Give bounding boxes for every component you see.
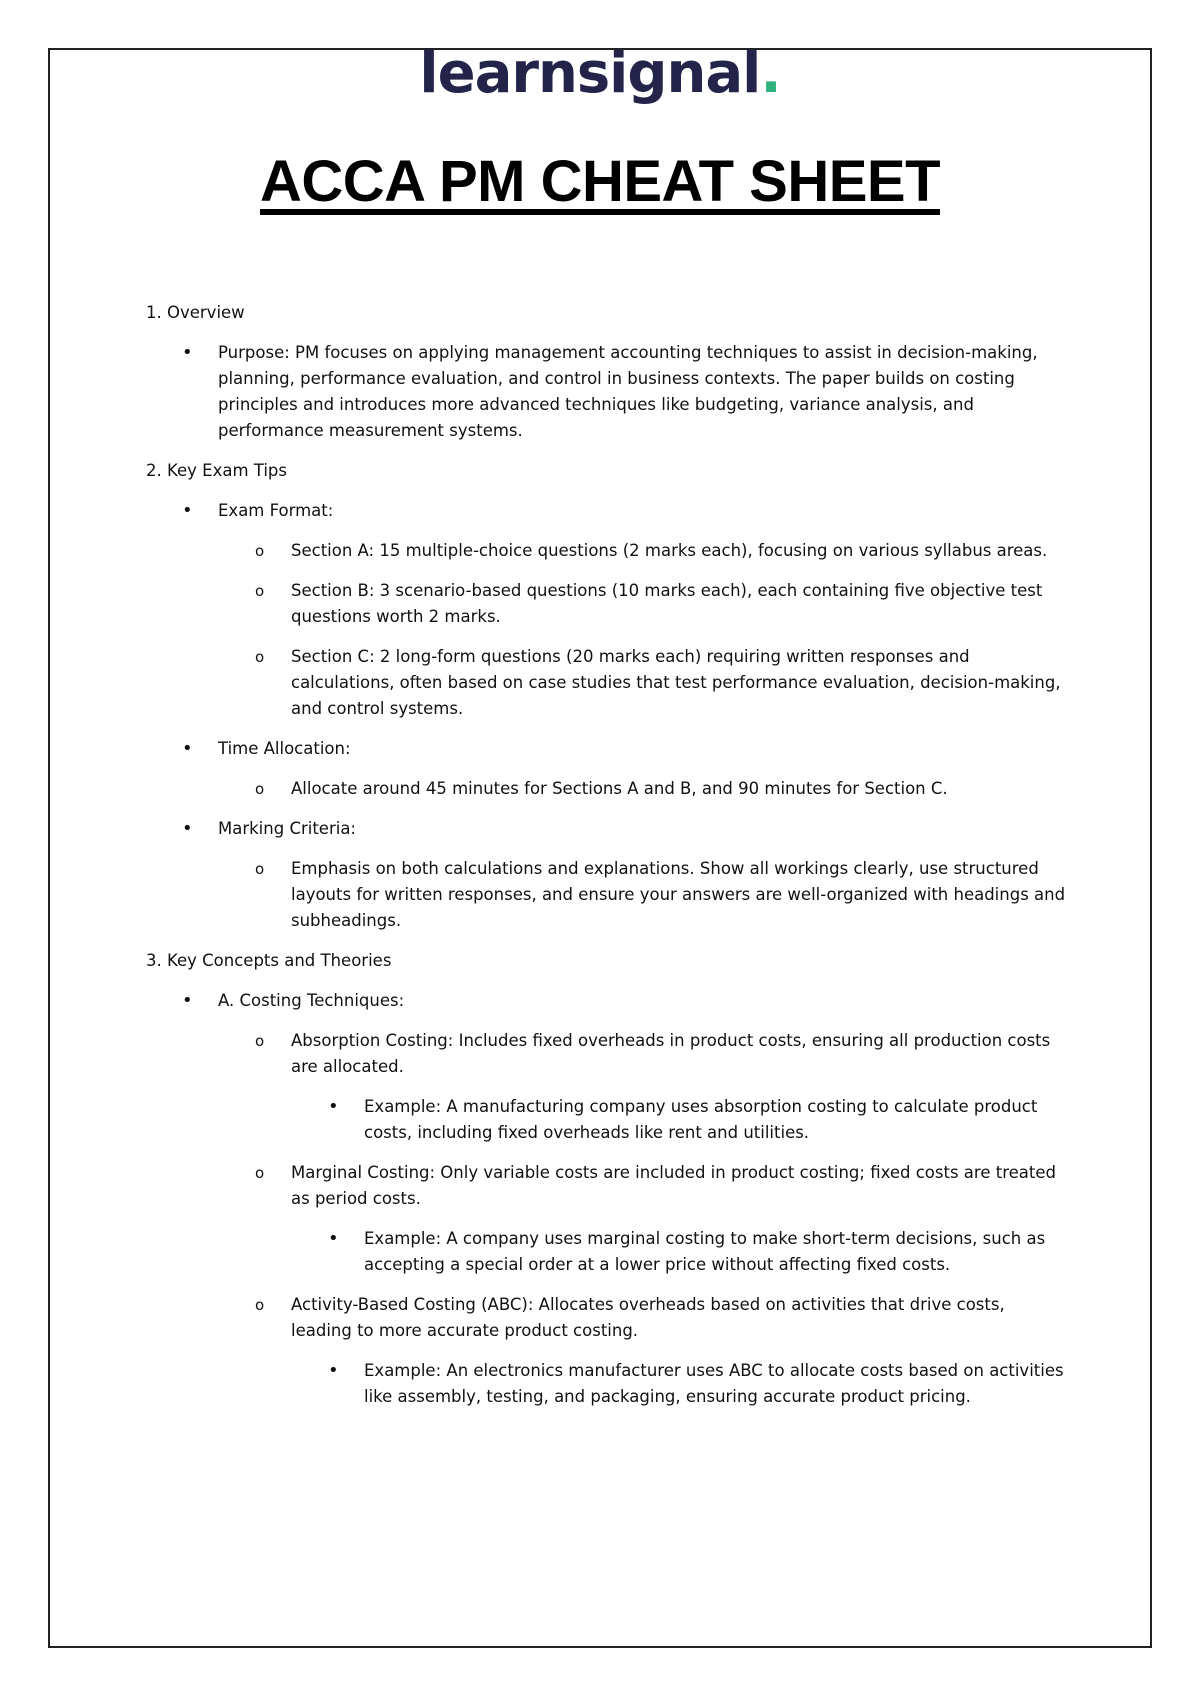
list-item-section-c: o Section C: 2 long-form questions (20 marks each) requiring written responses and calculations, often based on case studies that test performance evaluation, decision-making, and control systems. bbox=[146, 644, 1066, 722]
abc-example-text: An electronics manufacturer uses ABC to allocate costs based on activities like assembly, testing, and packaging, ensuring accurate product pricing. bbox=[364, 1361, 1064, 1406]
abc-text: Allocates overheads based on activities that drive costs, leading to more accurate product costing. bbox=[291, 1295, 1005, 1340]
list-item-marginal-example bbox=[146, 1226, 1066, 1278]
list-item-time-allocation: • Time Allocation: bbox=[146, 736, 1066, 762]
purpose-label: Purpose: bbox=[218, 343, 290, 362]
document-body bbox=[146, 300, 1066, 1424]
list-item-marginal bbox=[146, 1160, 1066, 1212]
list-item-section-b: o Section B: 3 scenario-based questions (10 marks each), each containing five objective test questions worth 2 marks. bbox=[146, 578, 1066, 630]
list-item-absorption bbox=[146, 1028, 1066, 1080]
list-item-marking-criteria: • Marking Criteria: bbox=[146, 816, 1066, 842]
marginal-example-label: Example: bbox=[364, 1229, 442, 1248]
list-item-absorption-example bbox=[146, 1094, 1066, 1146]
absorption-example-label: Example: bbox=[364, 1097, 442, 1116]
logo-dot: . bbox=[760, 41, 781, 106]
marginal-label: Marginal Costing: bbox=[291, 1163, 436, 1182]
absorption-label: Absorption Costing: bbox=[291, 1031, 454, 1050]
marginal-example-text: A company uses marginal costing to make short-term decisions, such as accepting a special order at a lower price without affecting fixed costs. bbox=[364, 1229, 1046, 1274]
page-title: ACCA PM CHEAT SHEET bbox=[259, 149, 941, 214]
list-item-costing-techniques: • A. Costing Techniques: bbox=[146, 988, 1066, 1014]
list-item-section-a: o Section A: 15 multiple-choice questions (2 marks each), focusing on various syllabus areas. bbox=[146, 538, 1066, 564]
purpose-text: PM focuses on applying management accounting techniques to assist in decision-making, planning, performance evaluation, and control in business contexts. The paper builds on costing principles and introduces more advanced techniques like budgeting, variance analysis, and performance measurement systems. bbox=[218, 343, 1038, 440]
absorption-text: Includes fixed overheads in product costs, ensuring all production costs are allocated. bbox=[291, 1031, 1051, 1076]
list-item-abc bbox=[146, 1292, 1066, 1344]
abc-label: Activity-Based Costing (ABC): bbox=[291, 1295, 534, 1314]
logo-text: learnsignal bbox=[419, 41, 761, 106]
section-heading-concepts: 3. Key Concepts and Theories bbox=[146, 951, 392, 970]
section-heading-overview: 1. Overview bbox=[146, 303, 245, 322]
list-item-marking-text: o Emphasis on both calculations and explanations. Show all workings clearly, use structured layouts for written responses, and ensure your answers are well-organized with headings and subheadings. bbox=[146, 856, 1066, 934]
list-item-exam-format: • Exam Format: bbox=[146, 498, 1066, 524]
abc-example-label: Example: bbox=[364, 1361, 442, 1380]
list-item-purpose bbox=[146, 340, 1066, 444]
section-heading-tips: 2. Key Exam Tips bbox=[146, 461, 287, 480]
list-item-abc-example bbox=[146, 1358, 1066, 1410]
page-title-wrap bbox=[0, 148, 1200, 215]
list-item-time-text: o Allocate around 45 minutes for Sections A and B, and 90 minutes for Section C. bbox=[146, 776, 1066, 802]
learnsignal-logo bbox=[0, 41, 1200, 106]
marginal-text: Only variable costs are included in product costing; fixed costs are treated as period costs. bbox=[291, 1163, 1056, 1208]
absorption-example-text: A manufacturing company uses absorption costing to calculate product costs, including fixed overheads like rent and utilities. bbox=[364, 1097, 1038, 1142]
